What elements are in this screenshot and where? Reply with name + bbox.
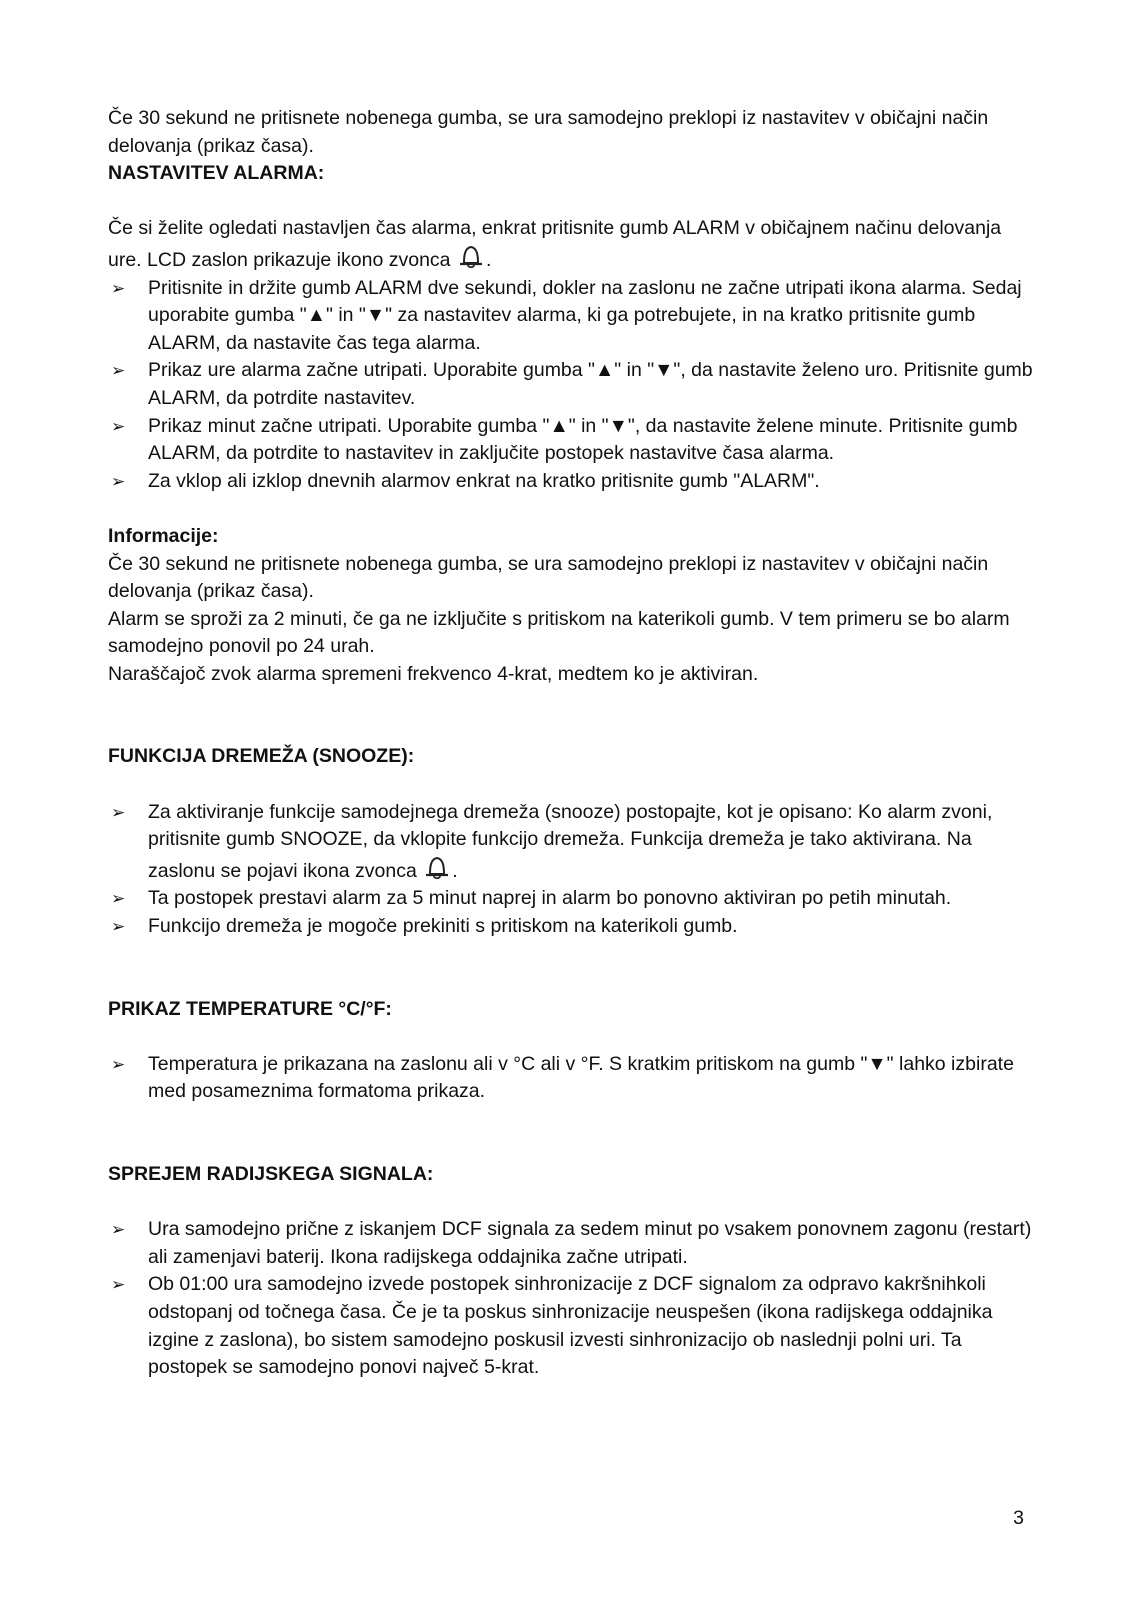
arrowhead-bullet-icon: ➢ [111,802,126,822]
list-item: ➢ Ura samodejno prične z iskanjem DCF signala za sedem minut po vsakem ponovnem zagonu (restart) ali zamenjavi baterij. Ikona radijskega oddajnika začne utripati. [111,1218,1032,1268]
arrowhead-bullet-icon: ➢ [111,471,126,491]
radio-list [108,1216,1040,1382]
paragraph-info-sound: Naraščajoč zvok alarma spremeni frekvenco 4-krat, medtem ko je aktiviran. [108,662,759,685]
snooze-list [108,799,1040,941]
paragraph-alarm-intro [108,215,1040,274]
heading-snooze: FUNKCIJA DREMEŽA (SNOOZE): [108,745,415,768]
paragraph-info-timeout: Če 30 sekund ne pritisnete nobenega gumba, se ura samodejno preklopi iz nastavitev v običajni način delovanja (prikaz časa). [108,552,989,603]
bell-icon [456,243,486,270]
list-item: ➢ Pritisnite in držite gumb ALARM dve sekundi, dokler na zaslonu ne začne utripati ikona alarma. Sedaj uporabite gumba "▲" in "▼" za nastavitev alarma, ki ga potrebujete, in na kratko pritisnite gumb ALARM, da nastavite čas tega alarma. [111,276,1022,354]
alarm-intro-end: . [485,248,492,271]
list-item: ➢ Ta postopek prestavi alarm za 5 minut naprej in alarm bo ponovno aktiviran po petih minutah. [108,885,1040,913]
arrowhead-bullet-icon: ➢ [111,1275,126,1295]
alarm-steps-list [108,275,1040,496]
arrowhead-bullet-icon: ➢ [111,1054,126,1074]
paragraph-info-duration: Alarm se sproži za 2 minuti, če ga ne izključite s pritiskom na katerikoli gumb. V tem primeru se bo alarm samodejno ponovil po 24 urah. [108,607,1010,658]
paragraph-timeout: Če 30 sekund ne pritisnete nobenega gumba, se ura samodejno preklopi iz nastavitev v običajni način delovanja (prikaz časa). [108,107,989,157]
arrowhead-bullet-icon: ➢ [111,889,126,909]
bell-icon [422,854,452,881]
alarm-intro-text: Če si želite ogledati nastavljen čas alarma, enkrat pritisnite gumb ALARM v običajnem načinu delovanja ure. LCD zaslon prikazuje ikono zvonca [108,217,1002,271]
document-page [108,105,1040,1382]
arrowhead-bullet-icon: ➢ [111,1220,126,1240]
list-item: ➢ Za vklop ali izklop dnevnih alarmov enkrat na kratko pritisnite gumb "ALARM". [108,468,1040,496]
heading-temperature: PRIKAZ TEMPERATURE °C/°F: [108,997,392,1020]
heading-information: Informacije: [108,524,219,547]
page-number: 3 [1013,1507,1024,1529]
arrowhead-bullet-icon: ➢ [111,917,126,937]
arrowhead-bullet-icon: ➢ [111,361,126,381]
list-item: ➢ Temperatura je prikazana na zaslonu ali v °C ali v °F. S kratkim pritiskom na gumb "▼" lahko izbirate med posameznima formatoma prikaza. [111,1052,1014,1103]
heading-radio-signal: SPREJEM RADIJSKEGA SIGNALA: [108,1163,434,1185]
list-item: ➢ Za aktiviranje funkcije samodejnega dremeža (snooze) postopajte, kot je opisano: Ko alarm zvoni, pritisnite gumb SNOOZE, da vklopite funkcijo dremeža. Funkcija dremeža je tako aktivirana. Na zaslonu se pojavi ikona zvonca . [111,800,993,882]
list-item: ➢ Prikaz ure alarma začne utripati. Uporabite gumba "▲" in "▼", da nastavite želeno uro. Pritisnite gumb ALARM, da potrdite nastavitev. [111,359,1033,409]
list-item: ➢ Prikaz minut začne utripati. Uporabite gumba "▲" in "▼", da nastavite želene minute. Pritisnite gumb ALARM, da potrdite to nastavitev in zaključite postopek nastavitve časa alarma. [111,414,1018,465]
arrowhead-bullet-icon: ➢ [111,278,126,298]
list-item: ➢ Funkcijo dremeža je mogoče prekiniti s pritiskom na katerikoli gumb. [108,913,1040,941]
temperature-list [108,1051,1040,1106]
arrowhead-bullet-icon: ➢ [111,416,126,436]
list-item: ➢ Ob 01:00 ura samodejno izvede postopek sinhronizacije z DCF signalom za odpravo kakršnihkoli odstopanj od točnega časa. Če je ta poskus sinhronizacije neuspešen (ikona radijskega oddajnika izgine z zaslona), bo sistem samodejno poskusil izvesti sinhronizacijo ob naslednji polni uri. Ta postopek se samodejno ponovi največ 5-krat. [111,1273,993,1379]
heading-alarm-setting: NASTAVITEV ALARMA: [108,162,325,185]
